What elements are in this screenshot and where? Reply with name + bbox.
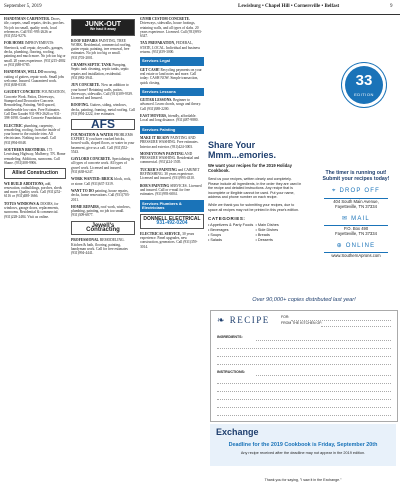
category-item: • Beverages <box>208 228 229 233</box>
mail-address-1: P.O. Box 490 <box>343 226 369 231</box>
category-item: • Main Dishes <box>255 223 279 228</box>
classified-ad: TAX PREPARATION, FEDERAL, STATE, LOCAL. Individual and business returns. (931)359-3000. <box>140 41 201 55</box>
classified-ad: ELECTRICAL SERVICE, 30 years experience. Panel upgrades, new construction, generators. Call (931)359-3014. <box>140 231 198 249</box>
classified-ad: TOTUS WINDOWS & DOORS, for windows, garage doors, replacements, sunrooms. Residential & commercial. (931)228-2484. Visit us online. <box>4 201 59 219</box>
drop-off-address-1: 404 South Main Avenue, <box>333 199 379 204</box>
classified-ad: MONEYTOWN PAINTING AND PRESSURE WASHING. Residential and commercial. (931)224-1505. <box>140 151 200 165</box>
classified-ad: GAYLORD CONCRETE. Specializing in all types of concrete work. All types of gravel work. Licensed and insured. (931)638-6247. <box>71 157 134 175</box>
ingredients-label: INGREDIENTS: <box>217 335 243 339</box>
classified-ad: GET CASH! Recycling payments on your real estate or land notes and more. Call today: CASH NOW. Simple transaction, quick closing. <box>140 67 202 85</box>
categories-list <box>208 223 303 243</box>
recipe-card <box>210 310 398 422</box>
allied-construction-ad: Allied Construction <box>4 168 66 178</box>
recipe-kitchen-label: FROM THE KITCHEN OF: <box>281 321 323 325</box>
category-item: • Salads <box>208 238 222 243</box>
header-paper: Lewisburg • Chapel Hill • Cornersville • Belfast <box>238 4 340 9</box>
classified-ad: ELECTRIC plumbing, carpentry, remodeling, roofing, from the inside of your home to the outside trim. All electricians. Nothing too small. Call (931)994-0048. <box>4 123 61 145</box>
classified-column-3 <box>140 17 204 487</box>
header-page: 9 <box>390 4 393 9</box>
services-lessons-label: Services Lessons <box>140 88 204 96</box>
recipe-heading: ❧ RECIPE <box>217 315 270 325</box>
categories-title: CATEGORIES: <box>208 216 246 222</box>
feature-body-2: While we thank you for submitting your recipes, due to space all recipes may not be printed in this year's edition. <box>208 202 299 212</box>
deadline-note: Any recipe received after the deadline may not appear in the 2019 edition. <box>240 451 366 455</box>
classified-ad: GAUDET CONCRETE FOUNDATION, Concrete Work. Patios, Driveways, Stamped and Decorative Concrete. Remodeling, Painting. Well spaced, unbelievable low rates. Free Estimates. Call Dan Gaudet 931-993-2626 or 931-398-1098. Gaudet Concrete Foundation. <box>4 90 66 121</box>
classified-ad: TUCKER'S PAINTING and CABINET REFINISHING. 30 years experience. Licensed and insured. (931)993-4310. <box>140 167 200 181</box>
drop-off-label: ⌖ DROP OFF <box>332 188 380 194</box>
feature-title: Share Your Mmm...emories. <box>208 140 277 160</box>
afs-ad: AFS <box>71 119 135 129</box>
online-label: ⊕ ONLINE <box>336 243 376 249</box>
services-legal-label: Services Legal <box>140 57 204 65</box>
classified-ad: HANDYMAN, WILL DO mowing, cutting of gutters, repair work. Small jobs welcome. Insured. Guaranteed work. (931)638-0338. <box>4 70 65 88</box>
edition-badge: 33 EDITION <box>345 66 383 104</box>
junk-out-ad: JUNK-OUT We haul it away <box>71 19 135 36</box>
jewells-contracting-ad: Jewell's Contracting <box>71 221 135 236</box>
exchange-deadline-box <box>210 424 396 466</box>
feature-body-1: Send us your recipes, written clearly and completely. Please include all ingredients, in the order they are used in the recipe and detailed instructions. Any recipe that is incomplete or illegible cannot be used. Put your name, address and phone number on each recipe. <box>208 177 302 200</box>
online-address[interactable]: www.SouthernAprons.com <box>331 253 381 258</box>
classified-ad: ROOFING. Gutters, siding, windows, decks, painting, framing, metal roofing. Call (931)994-2222, free estimates. <box>71 103 135 117</box>
location-pin-icon: ⌖ <box>332 188 337 194</box>
classified-ad: HANDYMAN CARPENTER. Doors, tile, carpets, small repairs, decks, porches. No job too small, quality work, local references. Call 931-993-2626 or (931)552-9276. <box>4 17 65 39</box>
footer-thanks: Thank you for saying, "I saw it in the Exchange." <box>264 478 342 482</box>
services-plumbers-label: Services Plumbers & Electricians <box>140 200 204 213</box>
classified-ad: BOB'S PAINTING SERVICES. Licensed and insured. Call or e-mail for free estimates. (931)993-6004. <box>140 183 202 197</box>
category-item: • Desserts <box>255 238 273 243</box>
deadline-text: Deadline for the 2019 Cookbook is Friday, September 20th <box>228 442 378 448</box>
leaf-icon: ❧ <box>217 315 227 325</box>
submission-options <box>316 170 396 258</box>
classified-ad: WANT TO DO painting, house repairs, decks, home renovations. Call (931)703-2011. <box>71 188 130 202</box>
classified-ad: FOR HOME IMPROVEMENTS: Sheetrock, wall repair, drywalls, garages, decks, plumbing, flooring, roofing, painting and much more. No job too big or small. 20 years experience. (931)215-4802 or (931)388-0785. <box>4 41 66 67</box>
classified-ad: GYMB CUSTOM CONCRETE. Driveways, sidewalks, house footings, retaining walls, and all types of slabs. 20 years experience. Licensed. Call (931)993-6347. <box>140 17 202 39</box>
classified-ad: JUN CONCRETE. Now an addition to your home? Retaining walls, patios, driveways, sidewalks. Call (931)309-9339. Licensed and Insured. <box>71 83 133 101</box>
classified-ad: GUITAR LESSONS. Beginner to advanced. Learn chords, songs and theory. Call (931)388-2200. <box>140 98 202 111</box>
exchange-logo: Exchange <box>216 427 259 437</box>
classified-ad: CHAMPS SEPTIC TANK Pumping. Septic tank cleaning, septic tanks, septic repairs and installation, residential. (931)982-3941. <box>71 63 129 80</box>
classified-ad: ROOF REPAIRS PAINTING, TREE WORK. Residential, commercial roofing, gutter repair, painting, tree removal, free estimates. No job too big or small. (931)703-2001. <box>71 38 132 60</box>
globe-icon: ⊕ <box>336 243 343 249</box>
mail-label: ✉ MAIL <box>342 216 370 222</box>
category-item: • Side Dishes <box>255 228 279 233</box>
share-recipes-section <box>208 140 303 243</box>
drop-off-address-2: Fayetteville, TN 37334 <box>335 204 377 209</box>
classified-ad: WE BUILD ADDITIONS, add, renovation, outbuildings, porches, sheds and more. Quality work. Call (931)252-6116 or (931)488-1666. <box>4 181 62 199</box>
classified-ad: SOUTHERN BROTHERS. 175 Lewisburg Highway, Mulberry, TN. Home remodeling. Additions, sunrooms. Call Shane. (931)308-9906. <box>4 148 66 165</box>
classified-column-1 <box>4 17 66 487</box>
category-item: • Appetizers & Party Foods <box>208 223 254 228</box>
recipe-for-label: FOR: <box>281 315 290 319</box>
distribution-banner: Over 90,000+ copies distributed last year! <box>252 297 356 303</box>
feature-subtitle: We want your recipes for the 2019 Holiday Cookbook. <box>208 163 292 173</box>
classified-ad: PROFESSIONAL REMODELING. Kitchen & bath, flooring, painting, handyman work. Call for free estimates (931)994-4441. <box>71 238 128 256</box>
envelope-icon: ✉ <box>342 216 349 222</box>
classified-column-2 <box>71 17 135 487</box>
classified-ad: EAST MOVERS, friendly, affordable. Local and long distance. (931)487-9880. <box>140 114 199 123</box>
services-painting-label: Services Painting <box>140 126 204 134</box>
classified-ad: MAKE IT READY PAINTING AND PRESSURE WASHING. Free estimates. Interior and exterior. (931)424-3003. <box>140 135 199 149</box>
page-header <box>0 0 400 15</box>
instructions-label: INSTRUCTIONS: <box>217 370 246 374</box>
header-date: September 5, 2019 <box>4 4 42 9</box>
classified-ad: WORK WANTED: BRICK block, rock, or stone. Call (931)637-3319. <box>71 177 132 186</box>
category-item: • Breads <box>255 233 270 238</box>
mail-address-2: Fayetteville, TN 37334 <box>335 231 377 236</box>
donnell-electrical-ad: DONNELL ELECTRICAL 931-492-0204 <box>140 214 204 229</box>
classified-ad: FOUNDATION & WATER PROBLEMS EXPERT. If you have cracked bricks, bowed walls, sloped floors, or water in your basement, give us a call. Call (931)552-5543. <box>71 132 135 154</box>
category-item: • Soups <box>208 233 222 238</box>
timer-text: The timer is running out! Submit your recipes today! <box>322 170 390 182</box>
classified-ad: HOME REPAIRS, roof work, windows, plumbing, painting, no job too small. (931)309-6877. <box>71 204 131 218</box>
